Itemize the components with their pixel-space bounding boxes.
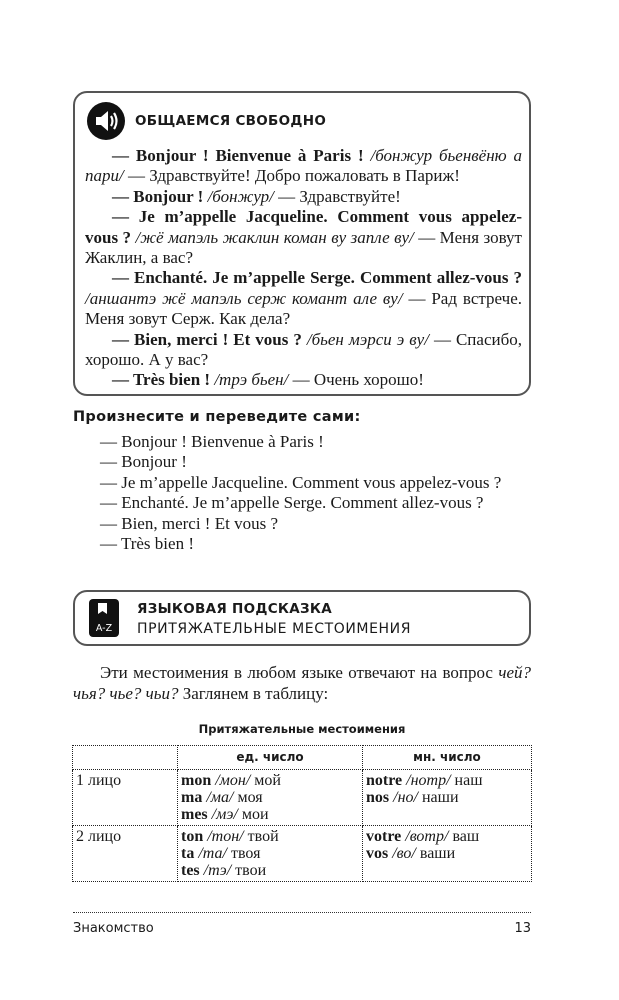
singular-cell: mon /мон/ мой ma /ма/ моя mes /мэ/ мои	[178, 770, 363, 826]
footer-section-name: Знакомство	[73, 921, 154, 936]
language-hint-box	[73, 590, 531, 646]
table-header: мн. число	[363, 746, 532, 770]
table-caption: Притяжательные местоимения	[198, 722, 406, 736]
practice-line: — Bonjour !	[100, 452, 187, 472]
footer-divider	[73, 912, 531, 913]
practice-line: — Très bien !	[100, 534, 194, 554]
table-row	[73, 770, 532, 826]
speaker-icon[interactable]	[87, 102, 125, 140]
table-header: ед. число	[178, 746, 363, 770]
dialogue-line: — Enchanté. Je m’appelle Serge. Comment allez-vous ? /аншантэ жё мапэль серж комант але ву/ — Рад встрече. Меня зовут Серж. Как дела?	[85, 268, 522, 329]
dialogue-line: — Bien, merci ! Et vous ? /бьен мэрси э ву/ — Спасибо, хорошо. А у вас?	[85, 329, 522, 370]
practice-lines	[73, 432, 531, 554]
hint-subtitle: ПРИТЯЖАТЕЛЬНЫЕ МЕСТОИМЕНИЯ	[137, 621, 412, 637]
dialogue-text	[85, 146, 522, 391]
practice-line: — Je m’appelle Jacqueline. Comment vous appelez-vous ?	[100, 472, 502, 492]
table-header-row	[73, 746, 532, 770]
person-cell: 2 лицо	[73, 826, 178, 882]
plural-cell: votre /вотр/ ваш vos /во/ ваши	[363, 826, 532, 882]
singular-cell: ton /тон/ твой ta /та/ твоя tes /тэ/ твои	[178, 826, 363, 882]
pronoun-table	[72, 745, 532, 882]
page-number: 13	[514, 921, 531, 936]
person-cell: 1 лицо	[73, 770, 178, 826]
a-z-book-icon: A-Z	[89, 599, 119, 637]
intro-paragraph: Эти местоимения в любом языке отвечают на вопрос чей? чья? чье? чьи? Заглянем в таблицу:	[73, 663, 531, 703]
table-row	[73, 826, 532, 882]
hint-title: ЯЗЫКОВАЯ ПОДСКАЗКА	[137, 601, 332, 617]
dialogue-title: ОБЩАЕМСЯ СВОБОДНО	[135, 113, 327, 129]
practice-line: — Enchanté. Je m’appelle Serge. Comment allez-vous ?	[100, 493, 484, 513]
dialogue-line: — Bonjour ! Bienvenue à Paris ! /бонжур бьенвёню а пари/ — Здравствуйте! Добро пожаловать в Париж!	[85, 146, 522, 186]
table-header	[73, 746, 178, 770]
practice-line: — Bonjour ! Bienvenue à Paris !	[100, 432, 324, 451]
practice-line: — Bien, merci ! Et vous ?	[100, 513, 278, 533]
plural-cell: notre /нотр/ наш nos /но/ наши	[363, 770, 532, 826]
dialogue-line: — Très bien ! /трэ бьен/ — Очень хорошо!	[112, 370, 424, 390]
dialogue-line: — Je m’appelle Jacqueline. Comment vous appelez-vous ? /жё мапэль жаклин коман ву запле ву/ — Меня зовут Жаклин, а вас?	[85, 207, 522, 268]
dialogue-box	[73, 91, 531, 396]
practice-title: Произнесите и переведите сами:	[73, 409, 361, 425]
dialogue-line: — Bonjour ! /бонжур/ — Здравствуйте!	[112, 186, 401, 206]
